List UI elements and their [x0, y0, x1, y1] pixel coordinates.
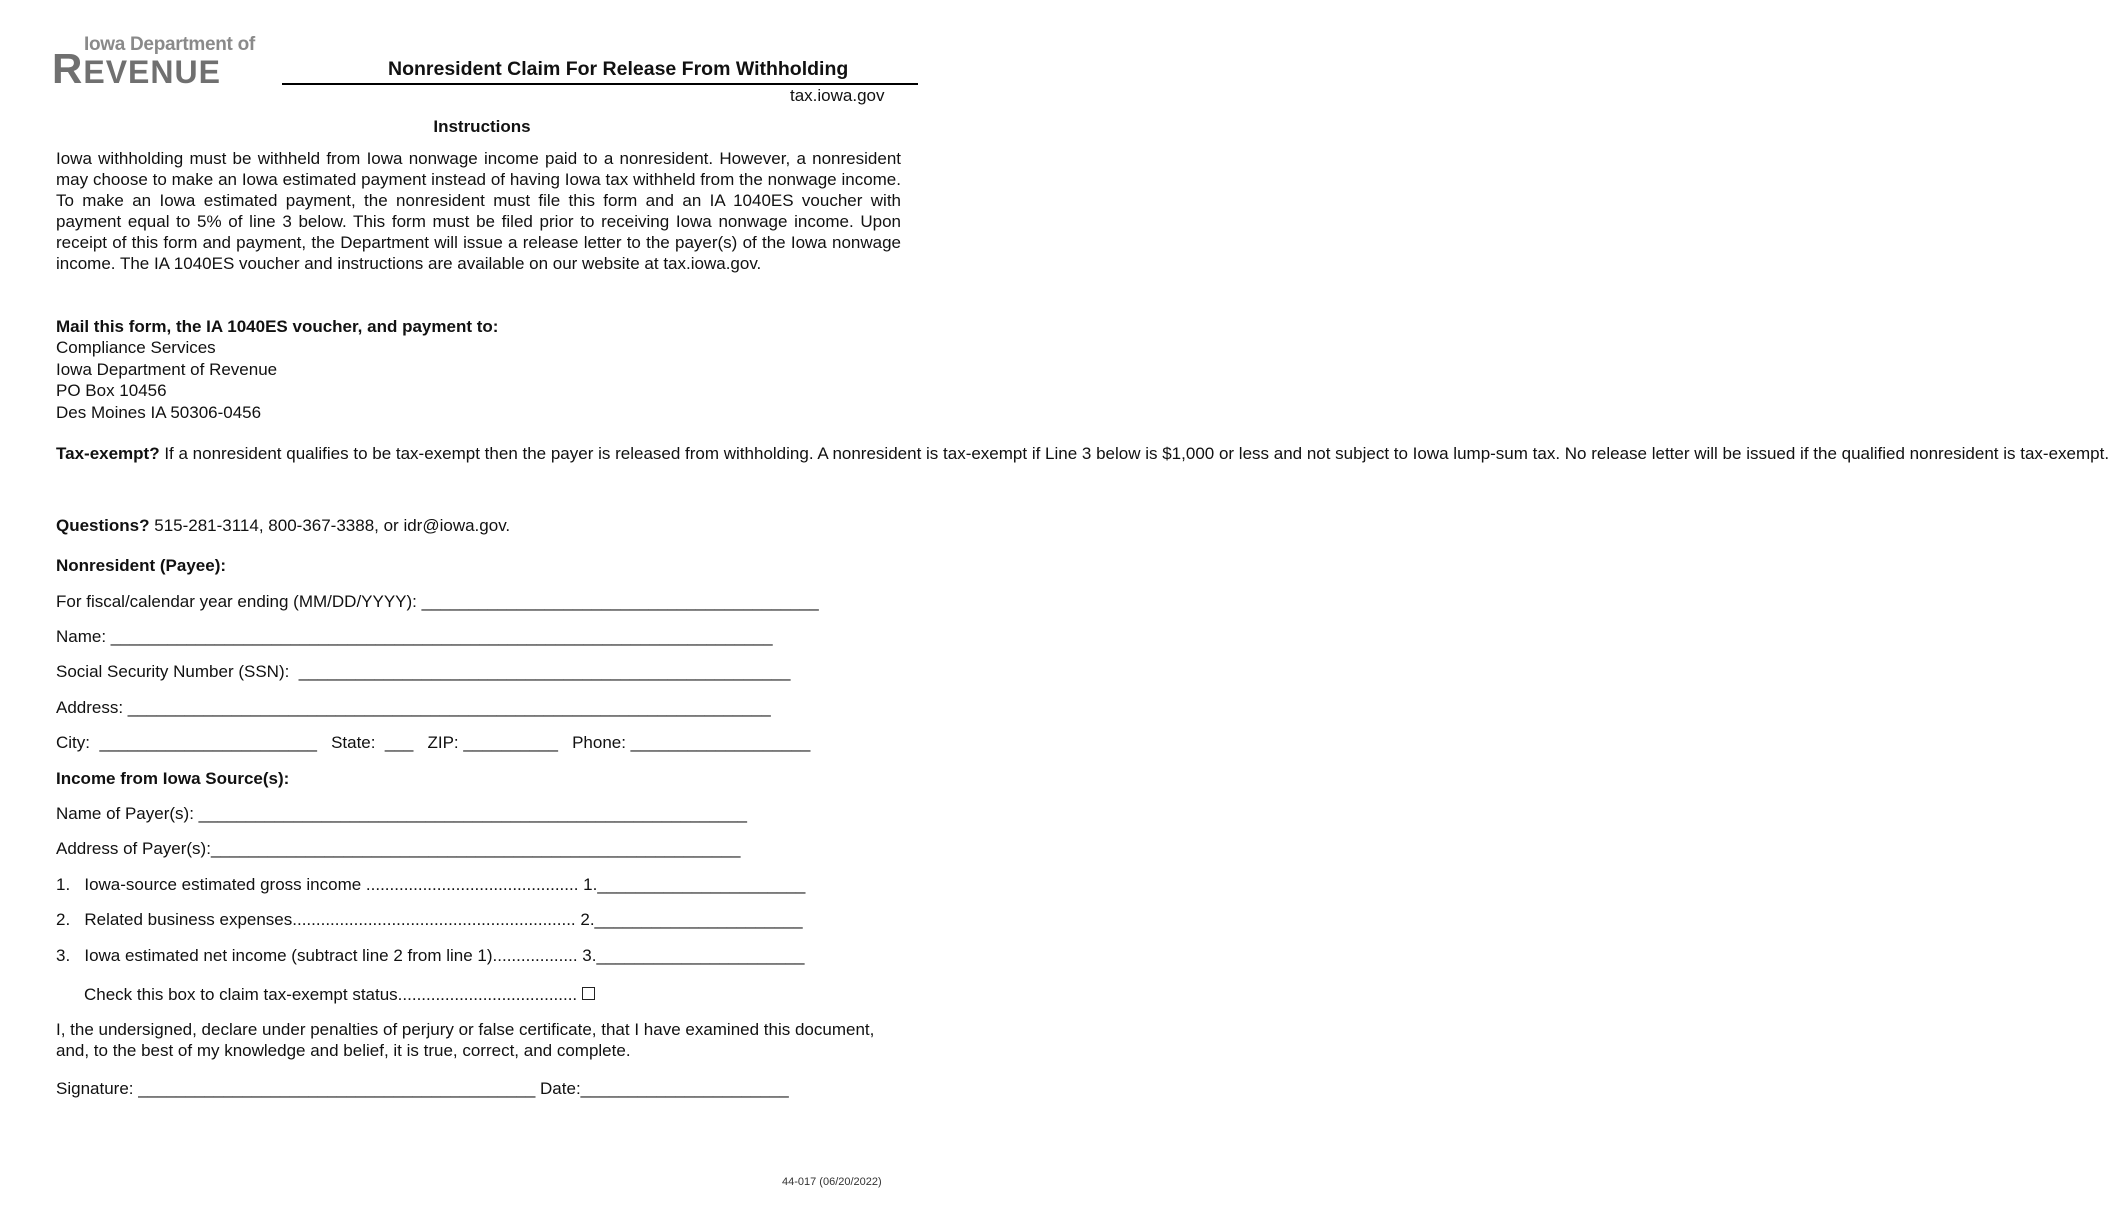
payee-heading: Nonresident (Payee):	[56, 556, 227, 575]
form-title: Nonresident Claim For Release From Withholding	[388, 58, 849, 80]
city-state-zip-phone-fields[interactable]: City: _______________________ State: ___ ZIP: __________ Phone: ___________________	[56, 733, 811, 752]
declaration-text: I, the undersigned, declare under penalties of perjury or false certificate, that I have examined this document, and, to the best of my knowledge and belief, it is true, correct, and complete.	[56, 1020, 875, 1060]
tax-exempt-text: If a nonresident qualifies to be tax-exempt then the payer is released from withholding. A nonresident is tax-exempt if Line 3 below is $1,000 or less and not subject to Iowa lump-sum tax. No release letter will be issued if the qualified nonresident is tax-exempt.	[159, 444, 2109, 463]
signature-date-line[interactable]: Signature: __________________________________________ Date:______________________	[56, 1079, 789, 1098]
questions-contact: 515-281-3114, 800-367-3388, or idr@iowa.gov.	[149, 516, 511, 535]
logo-revenue-rest: EVENUE	[83, 54, 221, 90]
income-heading: Income from Iowa Source(s):	[56, 769, 290, 788]
mail-heading: Mail this form, the IA 1040ES voucher, and payment to:	[56, 317, 499, 336]
website-link[interactable]: tax.iowa.gov	[790, 86, 885, 105]
logo-department-text: Iowa Department of	[84, 34, 255, 55]
mail-address-line: Iowa Department of Revenue	[56, 360, 278, 379]
fiscal-year-field[interactable]: For fiscal/calendar year ending (MM/DD/YYYY): __________________________________________	[56, 592, 819, 611]
mail-address-line: PO Box 10456	[56, 381, 167, 400]
payer-name-field[interactable]: Name of Payer(s): __________________________________________________________	[56, 804, 748, 823]
tax-exempt-label: Tax-exempt?	[56, 444, 160, 463]
mail-address-line: Des Moines IA 50306-0456	[56, 403, 262, 422]
instructions-heading: Instructions	[433, 117, 531, 136]
ssn-field[interactable]: Social Security Number (SSN): ____________________________________________________	[56, 662, 791, 681]
mail-address-line: Compliance Services	[56, 338, 216, 357]
tax-exempt-checkbox-row	[84, 985, 595, 1005]
questions-label: Questions?	[56, 516, 150, 535]
instructions-paragraph: Iowa withholding must be withheld from Iowa nonwage income paid to a nonresident. However, a nonresident may choose to make an Iowa estimated payment instead of having Iowa tax withheld from the nonwage income. To make an Iowa estimated payment, the nonresident must file this form and an IA 1040ES voucher with payment equal to 5% of line 3 below. This form must be filed prior to receiving Iowa nonwage income. Upon receipt of this form and payment, the Department will issue a release letter to the payer(s) of the Iowa nonwage income. The IA 1040ES voucher and instructions are available on our website at tax.iowa.gov.	[56, 149, 901, 273]
tax-exempt-paragraph	[56, 443, 2109, 464]
address-field[interactable]: Address: ____________________________________________________________________	[56, 698, 771, 717]
payer-address-field[interactable]: Address of Payer(s):________________________________________________________	[56, 839, 741, 858]
line-2-business-expenses[interactable]: 2. Related business expenses............................................................ 2.______________________	[56, 910, 803, 929]
line-3-net-income[interactable]: 3. Iowa estimated net income (subtract line 2 from line 1).................. 3.______________________	[56, 946, 805, 965]
form-number: 44-017 (06/20/2022)	[782, 1176, 882, 1188]
title-divider	[282, 83, 918, 85]
name-field[interactable]: Name: ______________________________________________________________________	[56, 627, 773, 646]
logo-revenue-initial: R	[52, 45, 84, 92]
logo-revenue	[52, 45, 221, 92]
questions-line	[56, 516, 510, 536]
tax-exempt-checkbox[interactable]	[582, 987, 595, 1000]
line-1-gross-income[interactable]: 1. Iowa-source estimated gross income ............................................. 1.______________________	[56, 875, 806, 894]
tax-exempt-checkbox-label: Check this box to claim tax-exempt status......................................	[84, 985, 578, 1004]
